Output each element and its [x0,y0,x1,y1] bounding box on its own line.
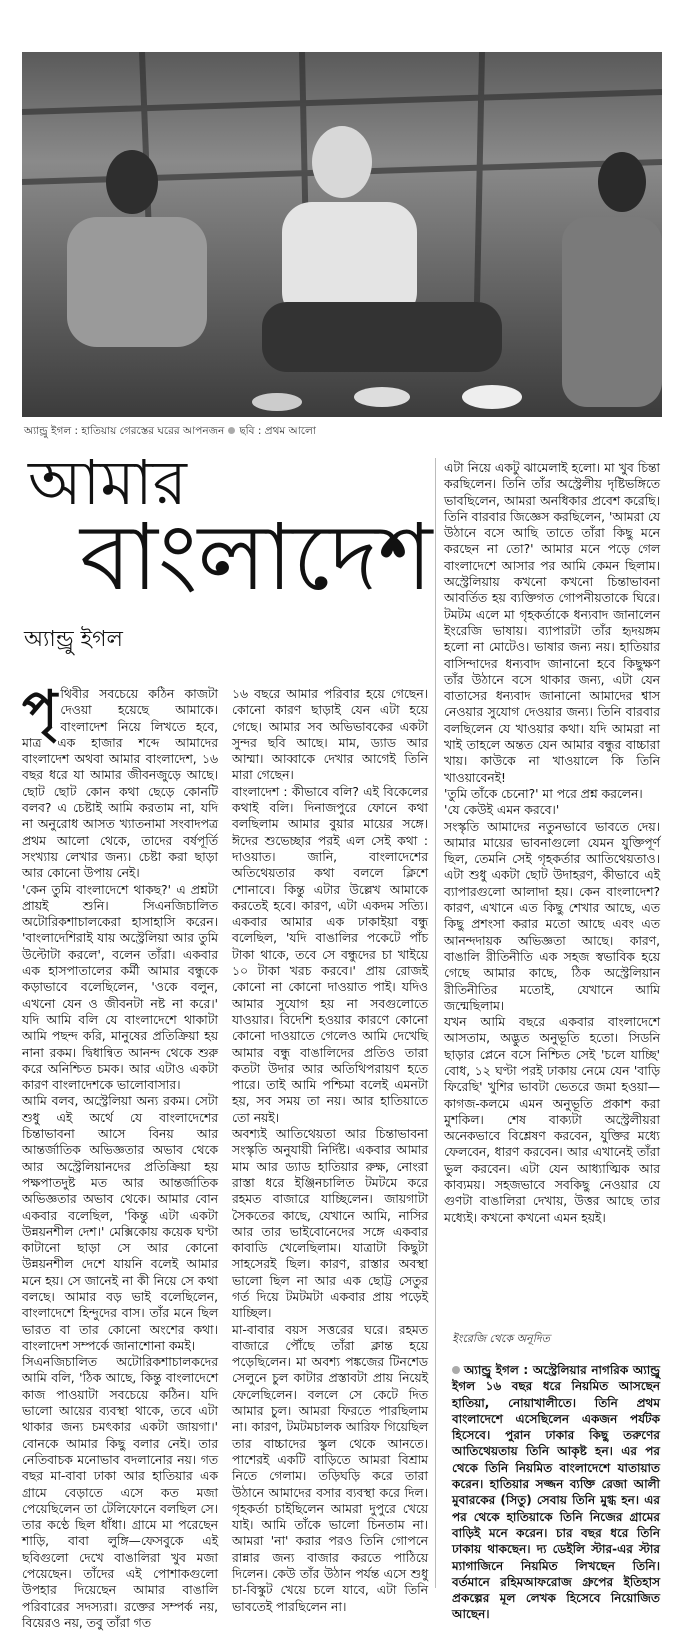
article-column-1 [22,680,218,1631]
photo-caption [24,424,316,441]
photo-illustration [22,52,662,417]
paragraph: সংস্কৃতি আমাদের নতুনভাবে ভাবতে দেয়। আমার মায়ের ভাবনাগুলো যেমন যুক্তিপূর্ণ ছিল, তেমনি সেই গৃহকর্তার আতিথেয়তাও। এটা শুধু একটা ছোট উদাহরণ, কীভাবে এই ব্যাপারগুলো আলাদা হয়। কেন বাংলাদেশ? কারণ, এখানে এত কিছু শেখার আছে, এত কিছু প্রশংসা করার মতো আছে এবং এত আনন্দদায়ক অভিজ্ঞতা আছে। কারণ, বাঙালি রীতিনীতি এক সহজ স্বভাবিক হয়ে গেছে আমার কাছে, ঠিক অস্ট্রেলিয়ান রীতিনীতির মতোই, যেখানে আমি জন্মেছিলাম। [444,819,660,1013]
drop-cap: পৃ [22,680,58,740]
paragraph: ১৬ বছরে আমার পরিবার হয়ে গেছেন। কোনো কারণ ছাড়াই যেন এটা হয়ে গেছে। আমার সব অভিভাবকের একটা সুন্দর ছবি আছে। মাম, ড্যাড আর আম্মা। আব্বাকে দেখার আগেই তিনি মারা গেছেন। [232,687,428,783]
paragraph-text: থিবীর সবচেয়ে কঠিন কাজটা দেওয়া হয়েছে আমাকে। বাংলাদেশ নিয়ে লিখতে হবে, মাত্র এক হাজার শব্দে আমাদের বাংলাদেশ অথবা আমার বাংলাদেশ, ১৬ বছর ধরে যা আমার জীবনজুড়ে আছে। ছোট ছোট কোন কথা ছেড়ে কোনটি বলব? এ চেষ্টাই আমি করতাম না, যদি না অনুরোধ আসত খ্যাতনামা সংবাদপত্র প্রথম আলো থেকে, তাদের বর্ষপূর্তি সংখ্যায় লেখার জন্য। চেষ্টা করা ছাড়া আর কোনো উপায় নেই। [22,687,218,881]
headline-line-1: আমার [28,446,187,519]
paragraph: যখন আমি বছরে একবার বাংলাদেশে আসতাম, অদ্ভুত অনুভূতি হতো। সিডনি ছাড়ার প্লেনে বসে নিশ্চিত সেই 'চলে যাচ্ছি' বোধ, ১২ ঘণ্টা পরই ঢাকায় নেমে যেন 'বাড়ি ফিরেছি' খুশির ভাবটা ভেতরে জমা হওয়া—কাগজ-কলমে এমন অনুভূতি প্রকাশ করা মুশকিল। শেষ বাক্যটা অস্ট্রেলীয়রা অনেকভাবে বিশ্লেষণ করবেন, যুক্তির মধ্যে ফেলবেন, ধারণ করবেন। আর এখানেই তাঁরা ভুল করবেন। এটা যেন আধ্যাত্মিক আর কাব্যময়। সহজভাবে সবকিছু নেওয়ার যে গুণটা বাঙালিরা দেখায়, উত্তর আছে তার মধ্যেই। কখনো কখনো এমন হয়ই। [444,1015,660,1225]
paragraph: 'যে কেউই এমন করবে।' [444,803,560,818]
translation-note: ইংরেজি থেকে অনূদিত [452,1332,550,1345]
paragraph [22,680,218,882]
headline-line-2: বাংলাদেশ [80,504,433,611]
paragraph: এটা নিয়ে একটু ঝামেলাই হলো। মা খুব চিন্তা করছিলেন। তিনি তাঁর অস্ট্রেলীয় দৃষ্টিভঙ্গিতে ভাবছিলেন, আমরা অনধিকার প্রবেশ করেছি। তিনি বারবার জিজ্ঞেস করছিলেন, 'আমরা যে উঠানে বসে আছি তাতে তাঁরা কিছু মনে করছেন না তো?' আমার মনে পড়ে গেল বাংলাদেশে আসার পর আমি কেমন ছিলাম। অস্ট্রেলিয়ায় কখনো কখনো চিন্তাভাবনা আবর্তিত হয় ব্যক্তিগত গোপনীয়তাকে ঘিরে। টমটম এলে মা গৃহকর্তাকে ধন্যবাদ জানালেন ইংরেজি ভাষায়। ব্যাপারটা তাঁর হৃদয়ঙ্গম হলো না মোটেও। ভাষার জন্য নয়। হাতিয়ার বাসিন্দাদের ধন্যবাদ জানানো হবে কিছুক্ষণ তাঁর উঠানে বসে থাকার জন্য, এটা যেন বাতাসের ধন্যবাদ জানানো আমাদের শ্বাস নেওয়ার সুযোগ দেওয়ার জন্য। তিনি বারবার বলছিলেন যে খাওয়ার কথা। যদি আমরা না খাই তাহলে অন্তত যেন আমার বন্ধুর বাচ্চারা খায়। কাউকে না খাওয়ালে কি তিনি খাওয়াবেনই! [444,461,660,785]
caption-subject: অ্যান্ড্রু ইগল : হাতিয়ায় গেরস্তের ঘরের আপনজন [24,425,225,437]
author-bio-text: অ্যান্ড্রু ইগল : অস্ট্রেলিয়ার নাগরিক অ্যান্ড্রু ইগল ১৬ বছর ধরে নিয়মিত আসছেন হাতিয়া, নোয়াখালীতে। তিনি প্রথম বাংলাদেশে এসেছিলেন একজন পর্যটক হিসেবে। পুরান ঢাকার কিছু তরুণের আতিথেয়তায় তিনি আকৃষ্ট হন। এর পর থেকে তিনি নিয়মিত বাংলাদেশে যাতায়াত করেন। হাতিয়ার সজ্জন ব্যক্তি রেজা আলী মুবারকের (সিতু) সেবায় তিনি মুগ্ধ হন। এর পর থেকে হাতিয়াকে তিনি নিজের গ্রামের বাড়িই মনে করেন। চার বছর ধরে তিনি ঢাকায় থাকছেন। দ্য ডেইলি স্টার-এর স্টার ম্যাগাজিনে নিয়মিত লিখছেন তিনি। বর্তমানে রহিমআফরোজ গ্রুপের ইতিহাস প্রকল্পের মূল লেখক হিসেবে নিয়োজিত আছেন। [452,1363,660,1622]
paragraph: আমি বলব, অস্ট্রেলিয়া অন্য রকম। সেটা শুধু এই অর্থে যে বাংলাদেশের চিন্তাভাবনা আসে বিনয় আর আন্তর্জাতিক অভিজ্ঞতার অভাব থেকে আর অস্ট্রেলিয়ানদের প্রতিক্রিয়া হয় পক্ষপাতদুষ্ট মত আর আন্তর্জাতিক অভিজ্ঞতার অভাব থেকে। আমার বোন একবার বলেছিল, 'কিন্তু এটা একটা উন্নয়নশীল দেশ।' মেক্সিকোয় কয়েক ঘণ্টা কাটানো ছাড়া সে আর কোনো উন্নয়নশীল দেশে যায়নি বলেই আমার মনে হয়। সে জানেই না কী নিয়ে সে কথা বলছে। আমার বড় ভাই বলেছিলেন, বাংলাদেশে হিন্দুদের বাস। তাঁর মনে ছিল ভারত বা তার কোনো অংশের কথা। বাংলাদেশ সম্পর্কে জানাশোনা কমই। [22,1094,218,1353]
bullet-icon [228,427,235,434]
column-divider [435,458,436,1588]
paragraph: অবশ্যই আতিথেয়তা আর চিন্তাভাবনা সংস্কৃতি অনুযায়ী নির্দিষ্ট। একবার আমার মাম আর ড্যাড হাতিয়ার রুক্ষ, নোংরা রাস্তা ধরে ইঞ্জিনচালিত টমটমে করে রহমত বাজারে যাচ্ছিলেন। জায়গাটা সৈকতের কাছে, যেখানে আমি, নাসির আর তার ভাইবোনেদের সঙ্গে একবার কাবাডি খেলেছিলাম। যাত্রাটা কিছুটা সাহসেরই ছিল। কারণ, রাস্তার অবস্থা ভালো ছিল না আর এক ছোট্ট সেতুর গর্ত দিয়ে টমটমটা একবার প্রায় পড়েই যাচ্ছিল। [232,1127,428,1321]
bullet-icon [452,1366,460,1374]
paragraph: মা-বাবার বয়স সত্তরের ঘরে। রহমত বাজারে পৌঁছে তাঁরা ক্লান্ত হয়ে পড়েছিলেন। মা অবশ্য পঙ্কজের টিনশেড সেলুনে চুল কাটার প্রস্তাবটা প্রায় নিয়েই ফেলেছিলেন। বললে সে কেটে দিত আমার চুল। আমরা ফিরতে পারছিলাম না। কারণ, টমটমচালক আরিফ গিয়েছিল তার বাচ্চাদের স্কুল থেকে আনতে। পাশেরই একটি বাড়িতে আমরা বিশ্রাম নিতে গেলাম। তড়িঘড়ি করে তারা উঠানে আমাদের বসার ব্যবস্থা করে দিল। গৃহকর্তা চাইছিলেন আমরা দুপুরে খেয়ে যাই। আমি তাঁকে ভালো চিনতাম না। আমরা 'না' করার পরও তিনি গোপনে রান্নার জন্য বাজার করতে পাঠিয়ে দিলেন। কেউ তাঁর উঠান পর্যন্ত এসে শুধু চা-বিস্কুট খেয়ে চলে যাবে, এটা তিনি ভাবতেই পারছিলেন না। [232,1322,428,1614]
paragraph: 'তুমি তাঁকে চেনো?' মা পরে প্রশ্ন করলেন। [444,786,643,801]
caption-credit: ছবি : প্রথম আলো [239,425,316,437]
byline: অ্যান্ড্রু ইগল [24,627,123,652]
paragraph: সিএনজিচালিত অটোরিকশাচালকদের আমি বলি, 'ঠিক আছে, কিন্তু বাংলাদেশে কাজ পাওয়াটা সবচেয়ে কঠিন। যদি ভালো আয়ের ব্যবস্থা থাকে, তবে এটা থাকার জন্য চমৎকার একটা জায়গা।' বোনকে আমার কিছু বলার নেই। তার নেতিবাচক মনোভাব বদলানোর নয়। গত বছর মা-বাবা ঢাকা আর হাতিয়ার এক গ্রামে বেড়াতে এসে কত মজা পেয়েছিলেন তা টেলিফোনে বলছিল সে। তার কণ্ঠে ছিল ধাঁধা। গ্রামে মা পরেছেন শাড়ি, বাবা লুঙ্গি—ফেসবুকে এই ছবিগুলো দেখে বাঙালিরা খুব মজা পেয়েছেন। তাঁদের এই পোশাকগুলো উপহার দিয়েছেন আমার বাঙালি পরিবারের সদস্যরা। রক্তের সম্পর্ক নয়, বিয়েরও নয়, তবু তাঁরা গত [22,1355,218,1630]
article-photo [22,52,662,417]
article-column-2 [232,686,428,1615]
article-column-3 [444,460,660,1226]
paragraph: বাংলাদেশ : কীভাবে বলি? এই বিকেলের কথাই বলি। দিনাজপুরে ফোনে কথা বলছিলাম আমার বুয়ার মায়ের সঙ্গে। ঈদের শুভেচ্ছার পরই এল সেই কথা : দাওয়াত। জানি, বাংলাদেশের অতিথেয়তার কথা বললে ক্লিশে শোনাবে। কিন্তু এটার উল্লেখ আমাকে করতেই হবে। কারণ, এটা একদম সত্যি। একবার আমার এক ঢাকাইয়া বন্ধু বলেছিল, 'যদি বাঙালির পকেটে পাঁচ টাকা থাকে, তবে সে বন্ধুদের চা খাইয়ে ১০ টাকা খরচ করবে।' প্রায় রোজই কোনো না কোনো দাওয়াত পাই। যদিও আমার সুযোগ হয় না সবগুলোতে যাওয়ার। বিদেশি হওয়ার কারণে কোনো কোনো দাওয়াতে গেলেও আমি দেখেছি আমার বন্ধু বাঙালিদের প্রতিও তারা কতটা উদার আর অতিথিপরায়ণ হতে পারে। তাই আমি পশ্চিমা বলেই এমনটা হয়, সব সময় তা নয়। আর হাতিয়াতে তো নয়ই। [232,784,428,1125]
author-bio [452,1362,660,1623]
paragraph: 'কেন তুমি বাংলাদেশে থাকছ?' এ প্রশ্নটা প্রায়ই শুনি। সিএনজিচালিত অটোরিকশাচালকেরা হাসাহাসি করেন। 'বাংলাদেশিরাই যায় অস্ট্রেলিয়া আর তুমি উল্টোটা করলে', বলেন তাঁরা। একবার এক হাসপাতালের কর্মী আমার বন্ধুকে কড়াভাবে বলেছিলেন, 'ওকে বলুন, এখনো যেন ও জীবনটা নষ্ট না করে।' যদি আমি বলি যে বাংলাদেশে থাকাটা আমি পছন্দ করি, মানুষের প্রতিক্রিয়া হয় নানা রকম। দ্বিধান্বিত আনন্দ থেকে শুরু করে অনিশ্চিত চমক। আর এটাও একটা কারণ বাংলাদেশকে ভালোবাসার। [22,882,218,1093]
